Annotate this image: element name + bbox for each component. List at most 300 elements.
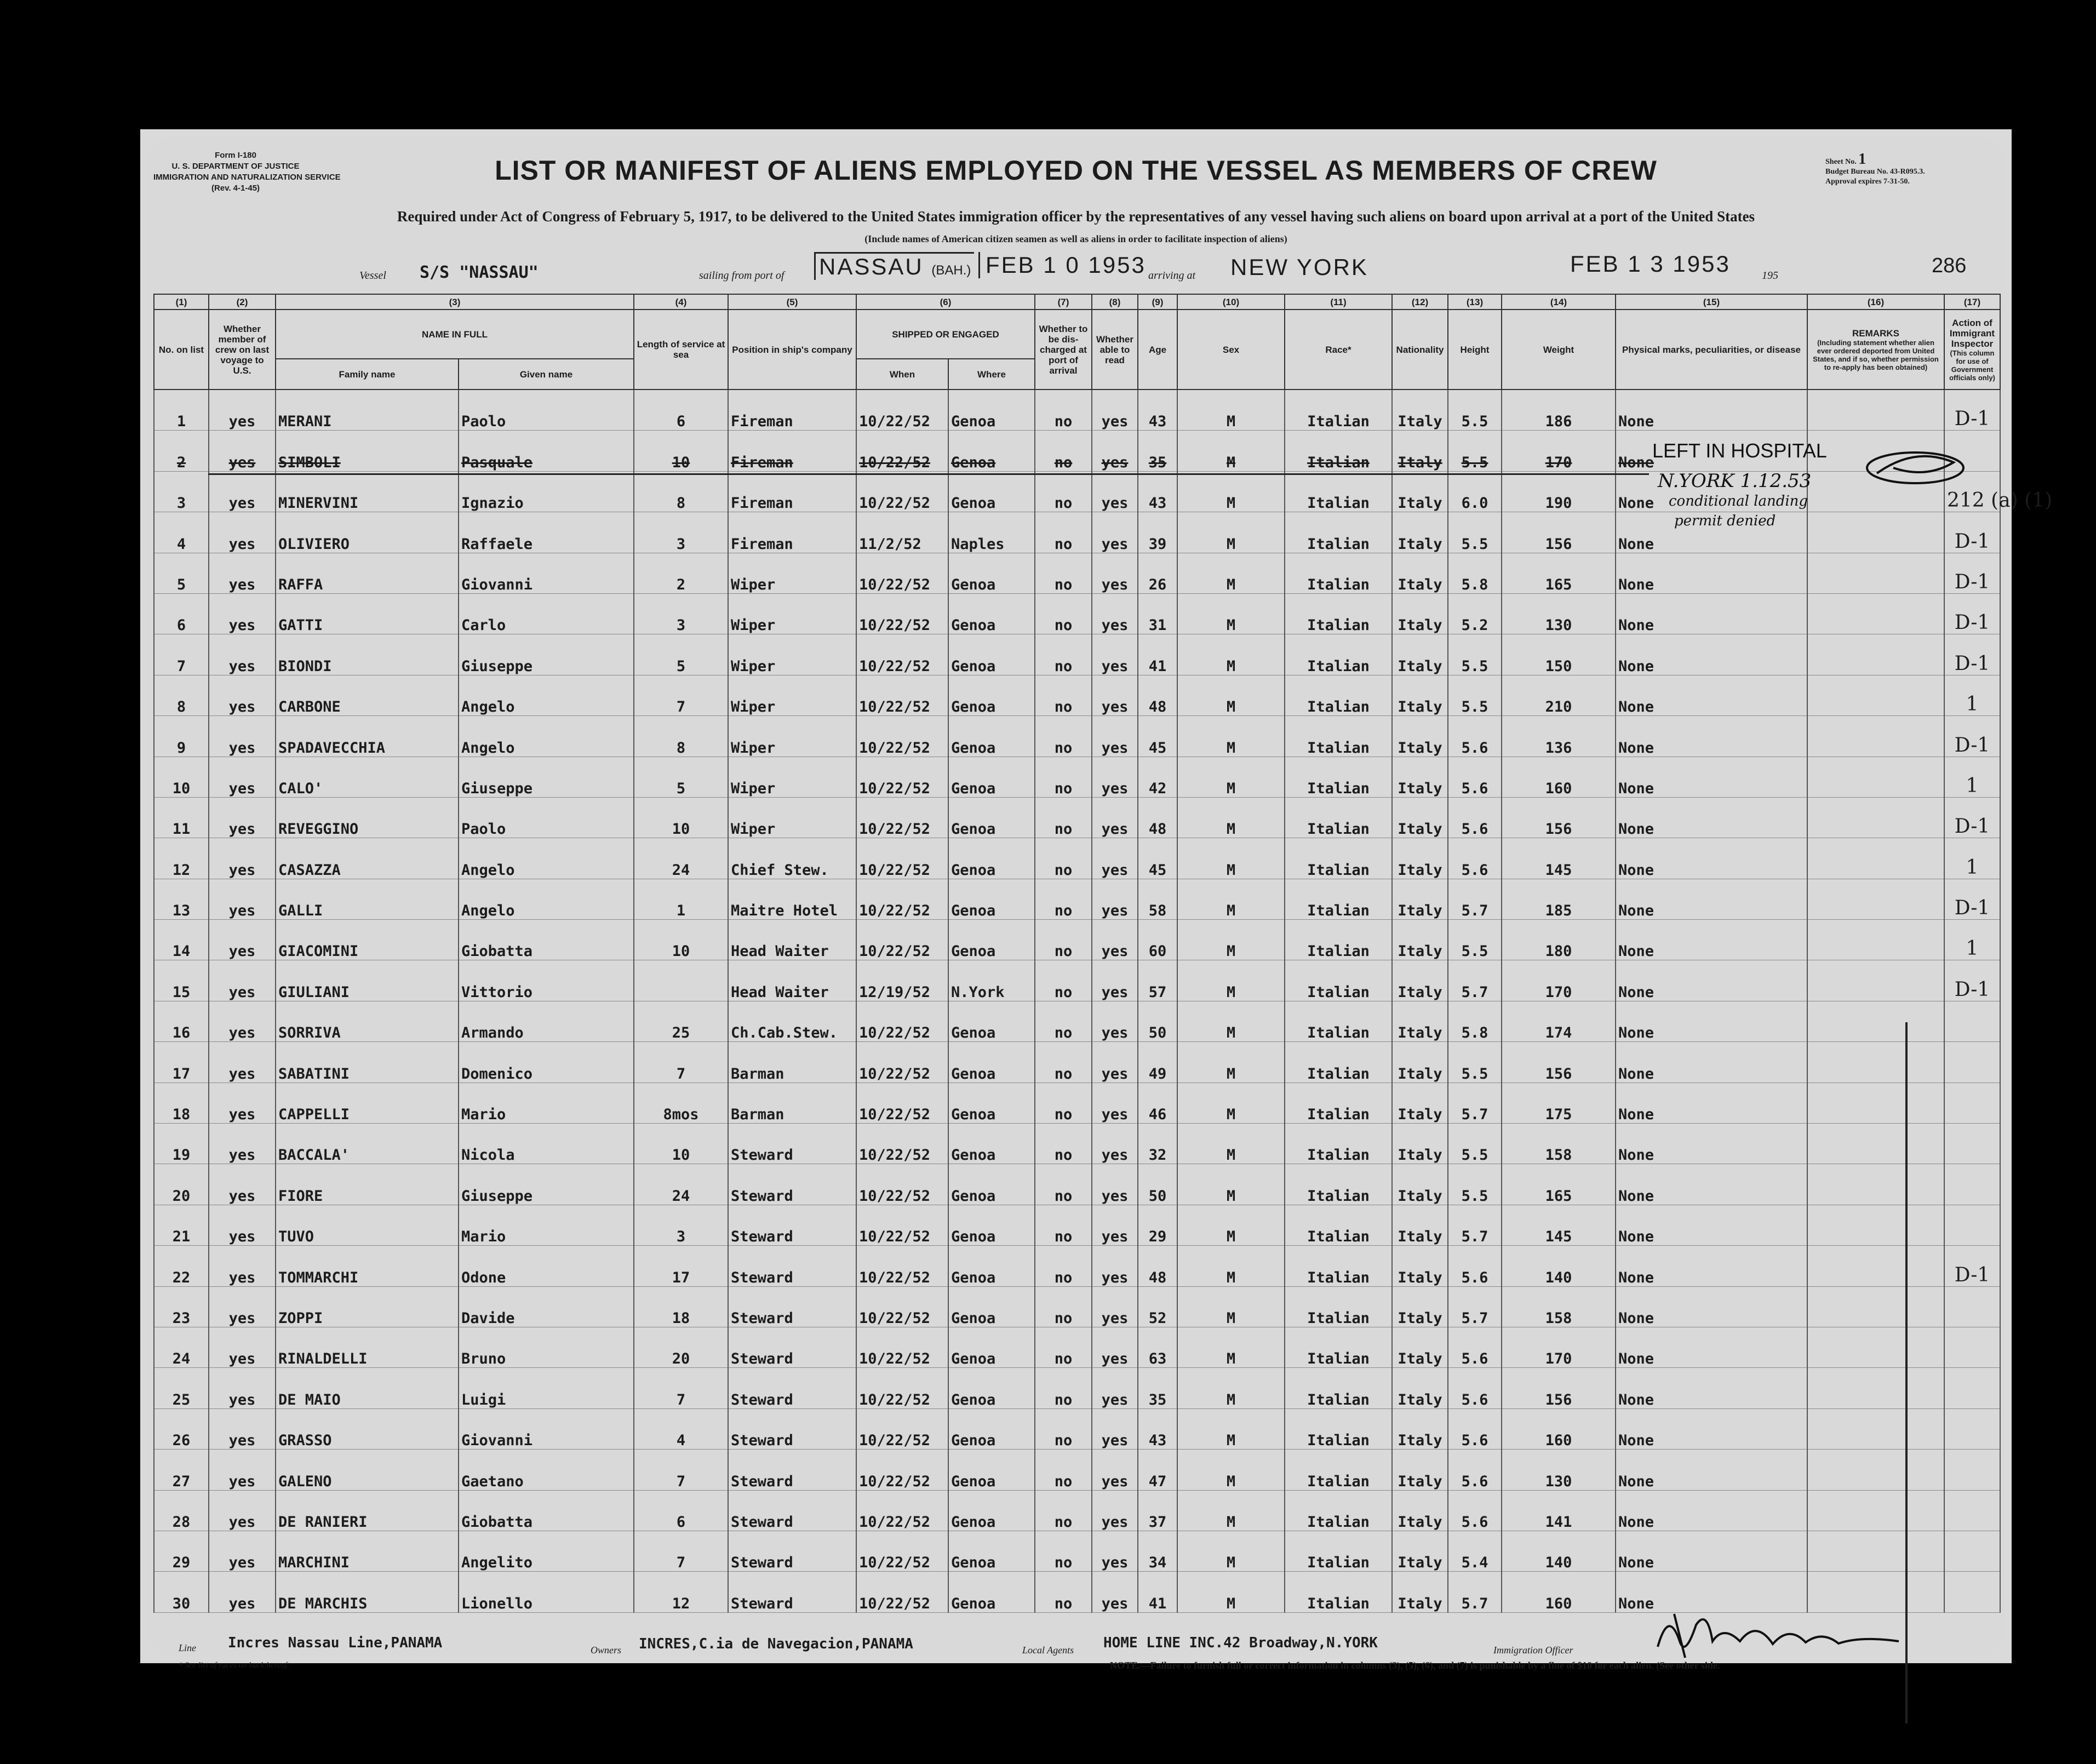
row-number-cell: 10 <box>154 757 209 797</box>
physical-marks-cell: None <box>1616 838 1807 879</box>
header-sex: Sex <box>1177 310 1285 390</box>
age-cell: 35 <box>1138 431 1177 471</box>
position-cell: Maitre Hotel <box>728 879 856 919</box>
remarks-cell <box>1807 512 1944 553</box>
row-number-cell: 21 <box>154 1205 209 1245</box>
table-row <box>154 1368 2000 1408</box>
col-num: (7) <box>1035 294 1092 310</box>
race-cell: Italian <box>1285 1286 1392 1327</box>
header-when: When <box>856 359 948 390</box>
remark-left-in-hospital: LEFT IN HOSPITAL <box>1652 439 1827 462</box>
given-name-cell: Angelo <box>459 675 634 715</box>
given-name-cell: Giovanni <box>459 553 634 593</box>
given-name-cell: Giovanni <box>459 1408 634 1449</box>
able-to-read-cell: yes <box>1092 1368 1138 1408</box>
remarks-cell <box>1807 1490 1944 1531</box>
nationality-cell: Italy <box>1392 757 1448 797</box>
physical-marks-cell: None <box>1616 553 1807 593</box>
to-be-discharged-cell: no <box>1035 512 1092 553</box>
col-num: (14) <box>1502 294 1616 310</box>
position-cell: Head Waiter <box>728 960 856 1001</box>
officer-signature <box>1652 1603 1904 1663</box>
col-num: (1) <box>154 294 209 310</box>
given-name-cell: Giuseppe <box>459 757 634 797</box>
inspector-action-cell: D-1 <box>1944 634 2000 675</box>
header-family: Family name <box>276 359 459 390</box>
length-of-service-cell: 7 <box>634 1531 728 1571</box>
family-name-cell: MINERVINI <box>276 471 459 512</box>
family-name-cell: CAPPELLI <box>276 1083 459 1123</box>
nationality-cell: Italy <box>1392 1124 1448 1164</box>
family-name-cell: GIACOMINI <box>276 920 459 960</box>
family-name-cell: RAFFA <box>276 553 459 593</box>
sex-cell: M <box>1177 1286 1285 1327</box>
weight-cell: 210 <box>1502 675 1616 715</box>
sailing-port-stamp <box>814 252 974 280</box>
inspector-action-cell <box>1944 1408 2000 1449</box>
weight-cell: 185 <box>1502 879 1616 919</box>
row-number-cell: 3 <box>154 471 209 512</box>
family-name-cell: CALO' <box>276 757 459 797</box>
header-age: Age <box>1138 310 1177 390</box>
header-prior: Whether member of crew on last voyage to U.S. <box>209 310 276 390</box>
weight-cell: 156 <box>1502 1042 1616 1083</box>
nationality-cell: Italy <box>1392 716 1448 757</box>
header-nationality: Nationality <box>1392 310 1448 390</box>
sex-cell: M <box>1177 879 1285 919</box>
position-cell: Steward <box>728 1124 856 1164</box>
position-cell: Steward <box>728 1164 856 1205</box>
remarks-cell <box>1807 553 1944 593</box>
length-of-service-cell: 10 <box>634 920 728 960</box>
length-of-service-cell: 10 <box>634 797 728 838</box>
physical-marks-cell: None <box>1616 1327 1807 1367</box>
height-cell: 5.6 <box>1448 1246 1502 1286</box>
height-cell: 5.6 <box>1448 757 1502 797</box>
row-number-cell: 18 <box>154 1083 209 1123</box>
position-cell: Fireman <box>728 471 856 512</box>
row-number-cell: 25 <box>154 1368 209 1408</box>
shipped-when-cell: 10/22/52 <box>856 1083 948 1123</box>
nationality-cell: Italy <box>1392 838 1448 879</box>
inspector-action-cell: D-1 <box>1944 879 2000 919</box>
to-be-discharged-cell: no <box>1035 1205 1092 1245</box>
sex-cell: M <box>1177 675 1285 715</box>
able-to-read-cell: yes <box>1092 593 1138 634</box>
line-label: Line <box>179 1642 197 1653</box>
header-read: Whether able to read <box>1092 310 1138 390</box>
prior-voyage-cell: yes <box>209 920 276 960</box>
length-of-service-cell: 3 <box>634 1205 728 1245</box>
prior-voyage-cell: yes <box>209 1246 276 1286</box>
age-cell: 46 <box>1138 1083 1177 1123</box>
shipped-where-cell: Genoa <box>948 553 1035 593</box>
able-to-read-cell: yes <box>1092 1164 1138 1205</box>
weight-cell: 130 <box>1502 1450 1616 1490</box>
nationality-cell: Italy <box>1392 1327 1448 1367</box>
remark-ny-date: N.YORK 1.12.53 <box>1658 470 1812 492</box>
height-cell: 5.5 <box>1448 675 1502 715</box>
col-num: (4) <box>634 294 728 310</box>
inspector-action-cell: 1 <box>1944 675 2000 715</box>
shipped-where-cell: Genoa <box>948 1490 1035 1531</box>
remarks-cell <box>1807 1531 1944 1571</box>
page-number: 286 <box>1932 254 1967 277</box>
sailing-port: NASSAU <box>819 254 924 279</box>
position-cell: Chief Stew. <box>728 838 856 879</box>
sex-cell: M <box>1177 1083 1285 1123</box>
length-of-service-cell: 20 <box>634 1327 728 1367</box>
table-row <box>154 1327 2000 1367</box>
to-be-discharged-cell: no <box>1035 553 1092 593</box>
position-cell: Wiper <box>728 797 856 838</box>
nationality-cell: Italy <box>1392 960 1448 1001</box>
action-scribble <box>1860 440 1970 490</box>
height-cell: 5.7 <box>1448 1083 1502 1123</box>
weight-cell: 180 <box>1502 920 1616 960</box>
physical-marks-cell: None <box>1616 1368 1807 1408</box>
sailing-port-note: (BAH.) <box>931 263 971 278</box>
given-name-cell: Lionello <box>459 1572 634 1612</box>
length-of-service-cell: 8 <box>634 716 728 757</box>
nationality-cell: Italy <box>1392 1450 1448 1490</box>
race-cell: Italian <box>1285 512 1392 553</box>
table-row <box>154 757 2000 797</box>
height-cell: 5.6 <box>1448 838 1502 879</box>
shipped-when-cell: 12/19/52 <box>856 960 948 1001</box>
prior-voyage-cell: yes <box>209 431 276 471</box>
row-number-cell: 6 <box>154 593 209 634</box>
weight-cell: 170 <box>1502 431 1616 471</box>
height-cell: 5.6 <box>1448 1490 1502 1531</box>
header-row <box>154 310 2000 359</box>
race-cell: Italian <box>1285 879 1392 919</box>
action-note: (This column for use of Government officials only) <box>1949 348 1995 382</box>
sex-cell: M <box>1177 471 1285 512</box>
prior-voyage-cell: yes <box>209 1450 276 1490</box>
given-name-cell: Armando <box>459 1001 634 1041</box>
able-to-read-cell: yes <box>1092 1572 1138 1612</box>
subnote: (Include names of American citizen seamen as well as aliens in order to facilitate inspection of aliens) <box>864 233 1287 244</box>
position-cell: Steward <box>728 1205 856 1245</box>
age-cell: 43 <box>1138 471 1177 512</box>
given-name-cell: Giobatta <box>459 920 634 960</box>
race-cell: Italian <box>1285 634 1392 675</box>
shipped-where-cell: Genoa <box>948 1531 1035 1571</box>
prior-voyage-cell: yes <box>209 512 276 553</box>
nationality-cell: Italy <box>1392 1572 1448 1612</box>
position-cell: Wiper <box>728 716 856 757</box>
header-no: No. on list <box>154 310 209 390</box>
weight-cell: 174 <box>1502 1001 1616 1041</box>
weight-cell: 150 <box>1502 634 1616 675</box>
service: IMMIGRATION AND NATURALIZATION SERVICE <box>153 173 341 182</box>
race-cell: Italian <box>1285 838 1392 879</box>
height-cell: 5.2 <box>1448 593 1502 634</box>
position-cell: Wiper <box>728 593 856 634</box>
nationality-cell: Italy <box>1392 431 1448 471</box>
header-weight: Weight <box>1502 310 1616 390</box>
sailing-date-stamp: FEB 1 0 1953 <box>978 252 1146 278</box>
physical-marks-cell: None <box>1616 1124 1807 1164</box>
physical-marks-cell: None <box>1616 1001 1807 1041</box>
shipped-where-cell: Genoa <box>948 1450 1035 1490</box>
age-cell: 63 <box>1138 1327 1177 1367</box>
shipped-where-cell: Genoa <box>948 1368 1035 1408</box>
physical-marks-cell: None <box>1616 757 1807 797</box>
age-cell: 32 <box>1138 1124 1177 1164</box>
weight-cell: 145 <box>1502 838 1616 879</box>
prior-voyage-cell: yes <box>209 1205 276 1245</box>
action-column-mark <box>1905 1022 1908 1723</box>
able-to-read-cell: yes <box>1092 1450 1138 1490</box>
year-suffix: 195 <box>1762 270 1778 282</box>
remarks-cell <box>1807 757 1944 797</box>
prior-voyage-cell: yes <box>209 1083 276 1123</box>
to-be-discharged-cell: no <box>1035 920 1092 960</box>
remarks-cell <box>1807 1246 1944 1286</box>
header-physical: Physical marks, peculiarities, or disease <box>1616 310 1807 390</box>
shipped-where-cell: Genoa <box>948 1001 1035 1041</box>
to-be-discharged-cell: no <box>1035 716 1092 757</box>
able-to-read-cell: yes <box>1092 471 1138 512</box>
family-name-cell: RINALDELLI <box>276 1327 459 1367</box>
nationality-cell: Italy <box>1392 1042 1448 1083</box>
remarks-cell <box>1807 390 1944 431</box>
physical-marks-cell: None <box>1616 1408 1807 1449</box>
shipped-where-cell: Genoa <box>948 593 1035 634</box>
able-to-read-cell: yes <box>1092 634 1138 675</box>
inspector-action-cell: 212 (a) (1) <box>1944 471 2000 512</box>
able-to-read-cell: yes <box>1092 675 1138 715</box>
nationality-cell: Italy <box>1392 1205 1448 1245</box>
length-of-service-cell: 6 <box>634 1490 728 1531</box>
age-cell: 29 <box>1138 1205 1177 1245</box>
age-cell: 52 <box>1138 1286 1177 1327</box>
shipped-where-cell: Genoa <box>948 675 1035 715</box>
family-name-cell: SIMBOLI <box>276 431 459 471</box>
inspector-action-cell: D-1 <box>1944 512 2000 553</box>
col-num: (16) <box>1807 294 1944 310</box>
shipped-where-cell: Genoa <box>948 797 1035 838</box>
prior-voyage-cell: yes <box>209 879 276 919</box>
race-cell: Italian <box>1285 1531 1392 1571</box>
prior-voyage-cell: yes <box>209 797 276 838</box>
inspector-action-cell: D-1 <box>1944 553 2000 593</box>
inspector-action-cell <box>1944 1286 2000 1327</box>
header-race: Race* <box>1285 310 1392 390</box>
prior-voyage-cell: yes <box>209 1531 276 1571</box>
length-of-service-cell: 25 <box>634 1001 728 1041</box>
weight-cell: 170 <box>1502 960 1616 1001</box>
able-to-read-cell: yes <box>1092 757 1138 797</box>
height-cell: 5.7 <box>1448 960 1502 1001</box>
able-to-read-cell: yes <box>1092 390 1138 431</box>
sex-cell: M <box>1177 1001 1285 1041</box>
row-number-cell: 8 <box>154 675 209 715</box>
age-cell: 31 <box>1138 593 1177 634</box>
row-2-strike-line <box>208 473 1649 475</box>
able-to-read-cell: yes <box>1092 1327 1138 1367</box>
age-cell: 58 <box>1138 879 1177 919</box>
prior-voyage-cell: yes <box>209 1001 276 1041</box>
row-number-cell: 13 <box>154 879 209 919</box>
shipped-where-cell: Genoa <box>948 920 1035 960</box>
table-row <box>154 1042 2000 1083</box>
race-cell: Italian <box>1285 593 1392 634</box>
row-number-cell: 28 <box>154 1490 209 1531</box>
vessel-label: Vessel <box>359 270 386 282</box>
position-cell: Wiper <box>728 675 856 715</box>
department: U. S. DEPARTMENT OF JUSTICE <box>171 162 300 171</box>
shipped-when-cell: 10/22/52 <box>856 431 948 471</box>
shipped-when-cell: 10/22/52 <box>856 553 948 593</box>
prior-voyage-cell: yes <box>209 553 276 593</box>
shipped-where-cell: Genoa <box>948 1408 1035 1449</box>
table-row <box>154 553 2000 593</box>
length-of-service-cell: 5 <box>634 757 728 797</box>
height-cell: 5.5 <box>1448 1164 1502 1205</box>
able-to-read-cell: yes <box>1092 1286 1138 1327</box>
race-cell: Italian <box>1285 716 1392 757</box>
length-of-service-cell: 5 <box>634 634 728 675</box>
position-cell: Barman <box>728 1083 856 1123</box>
given-name-cell: Bruno <box>459 1327 634 1367</box>
age-cell: 43 <box>1138 1408 1177 1449</box>
sex-cell: M <box>1177 960 1285 1001</box>
shipped-when-cell: 10/22/52 <box>856 634 948 675</box>
shipped-where-cell: Genoa <box>948 879 1035 919</box>
height-cell: 5.7 <box>1448 1572 1502 1612</box>
row-number-cell: 19 <box>154 1124 209 1164</box>
length-of-service-cell: 18 <box>634 1286 728 1327</box>
able-to-read-cell: yes <box>1092 512 1138 553</box>
sheet-number: 1 <box>1858 151 1866 168</box>
family-name-cell: TUVO <box>276 1205 459 1245</box>
age-cell: 41 <box>1138 1572 1177 1612</box>
family-name-cell: OLIVIERO <box>276 512 459 553</box>
able-to-read-cell: yes <box>1092 1408 1138 1449</box>
nationality-cell: Italy <box>1392 1001 1448 1041</box>
race-cell: Italian <box>1285 1572 1392 1612</box>
family-name-cell: DE MARCHIS <box>276 1572 459 1612</box>
to-be-discharged-cell: no <box>1035 879 1092 919</box>
table-row <box>154 1124 2000 1164</box>
to-be-discharged-cell: no <box>1035 1368 1092 1408</box>
to-be-discharged-cell: no <box>1035 1164 1092 1205</box>
sex-cell: M <box>1177 1490 1285 1531</box>
sex-cell: M <box>1177 1327 1285 1367</box>
physical-marks-cell: None <box>1616 390 1807 431</box>
given-name-cell: Gaetano <box>459 1450 634 1490</box>
table-row <box>154 1246 2000 1286</box>
crew-rows <box>154 390 2053 1612</box>
length-of-service-cell: 10 <box>634 1124 728 1164</box>
shipped-where-cell: Genoa <box>948 1205 1035 1245</box>
inspector-action-cell <box>1944 1083 2000 1123</box>
inspector-action-cell <box>1944 1450 2000 1490</box>
header-discharged: Whether to be dis-charged at port of arrival <box>1035 310 1092 390</box>
to-be-discharged-cell: no <box>1035 1042 1092 1083</box>
height-cell: 5.5 <box>1448 1124 1502 1164</box>
approval-expiry: Approval expires 7-31-50. <box>1825 177 1910 186</box>
height-cell: 5.7 <box>1448 1205 1502 1245</box>
row-number-cell: 11 <box>154 797 209 838</box>
sheet-label: Sheet No. <box>1825 158 1857 166</box>
sex-cell: M <box>1177 431 1285 471</box>
col-num: (10) <box>1177 294 1285 310</box>
remarks-cell <box>1807 1001 1944 1041</box>
header-given: Given name <box>459 359 634 390</box>
physical-marks-cell: None <box>1616 1042 1807 1083</box>
nationality-cell: Italy <box>1392 1246 1448 1286</box>
remarks-cell <box>1807 1042 1944 1083</box>
length-of-service-cell: 10 <box>634 431 728 471</box>
shipped-where-cell: Genoa <box>948 1042 1035 1083</box>
row-number-cell: 14 <box>154 920 209 960</box>
shipped-when-cell: 10/22/52 <box>856 390 948 431</box>
given-name-cell: Vittorio <box>459 960 634 1001</box>
weight-cell: 186 <box>1502 390 1616 431</box>
action-title: Action of Immigrant Inspector <box>1949 317 1995 349</box>
line-value: Incres Nassau Line,PANAMA <box>228 1635 443 1651</box>
shipped-where-cell: Naples <box>948 512 1035 553</box>
prior-voyage-cell: yes <box>209 390 276 431</box>
length-of-service-cell: 24 <box>634 1164 728 1205</box>
remarks-cell <box>1807 838 1944 879</box>
age-cell: 60 <box>1138 920 1177 960</box>
given-name-cell: Odone <box>459 1246 634 1286</box>
shipped-when-cell: 10/22/52 <box>856 593 948 634</box>
physical-marks-cell: None <box>1616 716 1807 757</box>
nationality-cell: Italy <box>1392 512 1448 553</box>
given-name-cell: Angelo <box>459 838 634 879</box>
to-be-discharged-cell: no <box>1035 838 1092 879</box>
col-num: (11) <box>1285 294 1392 310</box>
col-num: (12) <box>1392 294 1448 310</box>
able-to-read-cell: yes <box>1092 553 1138 593</box>
age-cell: 50 <box>1138 1164 1177 1205</box>
shipped-when-cell: 10/22/52 <box>856 1205 948 1245</box>
length-of-service-cell: 12 <box>634 1572 728 1612</box>
nationality-cell: Italy <box>1392 1164 1448 1205</box>
sex-cell: M <box>1177 838 1285 879</box>
given-name-cell: Giuseppe <box>459 1164 634 1205</box>
length-of-service-cell: 3 <box>634 593 728 634</box>
able-to-read-cell: yes <box>1092 716 1138 757</box>
to-be-discharged-cell: no <box>1035 1083 1092 1123</box>
remarks-cell <box>1807 1083 1944 1123</box>
age-cell: 37 <box>1138 1490 1177 1531</box>
inspector-action-cell: D-1 <box>1944 960 2000 1001</box>
family-name-cell: GRASSO <box>276 1408 459 1449</box>
remarks-note: (Including statement whether alien ever ordered deported from United States, and if so, whether permission to re-apply has been obtained) <box>1813 338 1939 371</box>
height-cell: 5.6 <box>1448 797 1502 838</box>
physical-marks-cell: None <box>1616 879 1807 919</box>
shipped-where-cell: Genoa <box>948 471 1035 512</box>
sex-cell: M <box>1177 593 1285 634</box>
remarks-cell <box>1807 716 1944 757</box>
age-cell: 48 <box>1138 675 1177 715</box>
table-row <box>154 390 2000 431</box>
to-be-discharged-cell: no <box>1035 634 1092 675</box>
family-name-cell: CASAZZA <box>276 838 459 879</box>
inspector-action-cell <box>1944 1164 2000 1205</box>
family-name-cell: CARBONE <box>276 675 459 715</box>
age-cell: 39 <box>1138 512 1177 553</box>
to-be-discharged-cell: no <box>1035 1490 1092 1531</box>
row-number-cell: 1 <box>154 390 209 431</box>
